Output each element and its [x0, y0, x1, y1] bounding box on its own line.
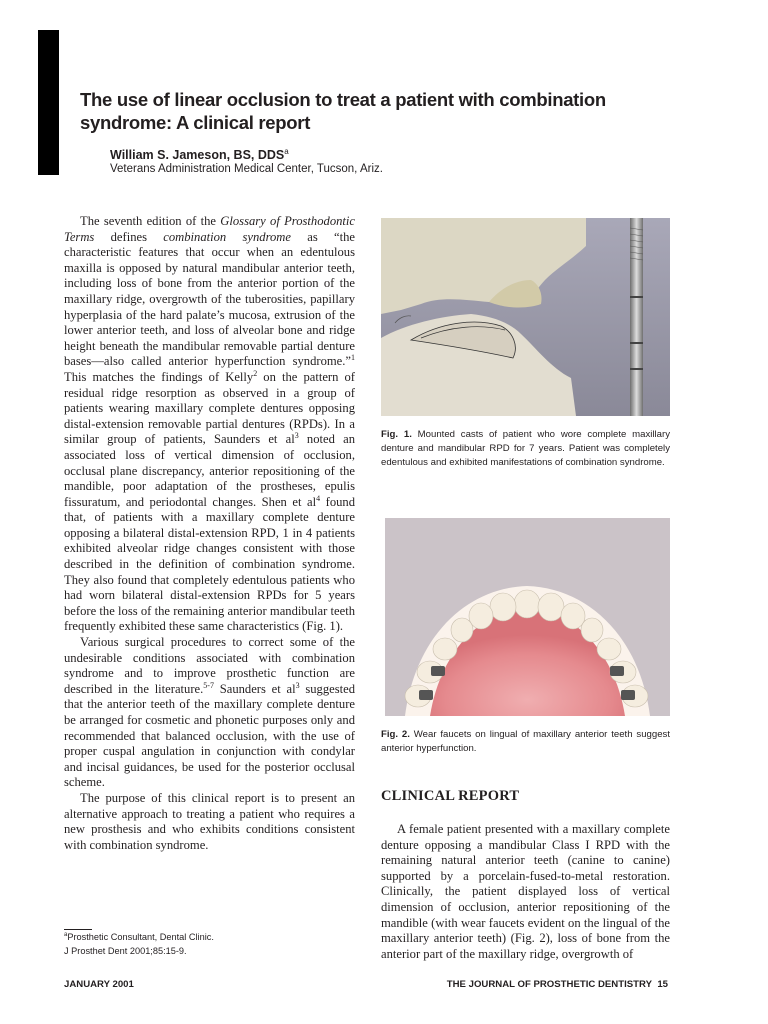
text-run: Saunders et al: [213, 681, 296, 696]
footer-date: JANUARY 2001: [64, 979, 134, 990]
figure-1-caption-text: Mounted casts of patient who wore complete maxillary denture and mandibular RPD for 7 years. Patient was completely edentulous and exhibited manifestations of combination syndrome.: [381, 429, 670, 469]
footnote-affiliation: [64, 932, 214, 942]
reference-superscript: 4: [316, 493, 321, 503]
denture-illustration: [385, 518, 670, 716]
footnote-rule: [64, 929, 92, 930]
figure-1-caption: [381, 428, 670, 471]
figure-2-denture-photo: [385, 518, 670, 716]
clinical-report-paragraph: A female patient presented with a maxillary complete denture opposing a mandibular Class I RPD with the remaining natural anterior teeth (canine to canine) supported by a porcelain-fused-to-metal restoration. Clinically, the patient displayed loss of vertical dimension of occlusion, anterior repositioning of the mandible (with wear faucets evident on the lingual of the maxillary anterior teeth) (Fig. 2), loss of bone from the anterior part of the maxillary ridge, overgrowth of: [381, 822, 670, 961]
page-number: 15: [657, 979, 668, 990]
footnote-citation: J Prosthet Dent 2001;85:15-9.: [64, 946, 187, 956]
clinical-report-column: [381, 822, 670, 962]
reference-superscript: 5-7: [203, 680, 214, 690]
italic-term: combination syndrome: [163, 229, 291, 244]
paragraph-2: [64, 635, 355, 791]
author-affiliation: Veterans Administration Medical Center, Tucson, Ariz.: [110, 163, 383, 175]
text-run: as “the characteristic features that occur when an edentulous maxilla is opposed by natural mandibular anterior teeth, including loss of bone from the anterior portion of the maxillary ridge, overgrowth of the tuberosities, papillary hyperplasia of the hard palate’s mucosa, extrusion of the lower anterior teeth, and loss of alveolar bone and ridge height beneath the mandibular removable partial denture bases—also called anterior hyperfunction syndrome.”: [64, 229, 355, 369]
article-title: The use of linear occlusion to treat a patient with combination syndrome: A clinical report: [80, 89, 606, 133]
figure-2-caption-text: Wear faucets on lingual of maxillary anterior teeth suggest anterior hyperfunction.: [381, 729, 671, 755]
text-run: found that, of patients with a maxillary complete denture opposing a bilateral distal-extension RPD, 1 in 4 patients exhibited alveolar ridge changes consistent with those described in the definition of combination syndrome. They also found that completely edentulous patients who had worn bilateral distal-extension RPDs for 5 years before the loss of the remaining anterior mandibular teeth frequently exhibited these same characteristics (Fig. 1).: [64, 494, 356, 634]
reference-superscript: 3: [294, 431, 299, 441]
figure-1-label: Fig. 1.: [381, 429, 412, 440]
footer-journal-name: THE JOURNAL OF PROSTHETIC DENTISTRY: [446, 979, 652, 990]
italic-term: Glossary of Prosthodontic Terms: [64, 214, 355, 244]
figure-1-mounted-casts-photo: [381, 218, 670, 416]
reference-superscript: 1: [351, 353, 355, 363]
reference-superscript: 3: [295, 680, 300, 690]
reference-superscript: 2: [253, 368, 258, 378]
journal-sidebar-bar: [38, 30, 59, 175]
footer-journal: [447, 979, 668, 990]
figure-2-label: Fig. 2.: [381, 729, 410, 740]
text-run: This matches the findings of Kelly: [64, 369, 254, 384]
author-line: [110, 147, 289, 162]
footnote-text: Prosthetic Consultant, Dental Clinic.: [67, 932, 214, 943]
author-marker: a: [284, 147, 289, 156]
author-name: William S. Jameson, BS, DDS: [110, 148, 285, 163]
paragraph-3: The purpose of this clinical report is to present an alternative approach to treating a patient who requires a new prosthesis and who exhibits conditions consistent with combination syndrome.: [64, 790, 355, 852]
text-run: The seventh edition of the: [80, 214, 221, 228]
section-heading-clinical-report: CLINICAL REPORT: [381, 788, 520, 804]
main-text-column: [64, 214, 355, 853]
text-run: suggested that the anterior teeth of the maxillary complete denture be arranged for cosmetic and phonetic purposes only and recommended that balanced occlusion, with the use of proper cuspal angulation in conjunction with condylar and incisal guidances, be used for the posterior occlusal scheme.: [64, 681, 355, 790]
paragraph-1: [64, 214, 355, 635]
text-run: Various surgical procedures to correct some of the undesirable conditions associated with combination syndrome and to improve prosthetic function are described in the literature.: [64, 635, 355, 696]
mounted-casts-illustration: [381, 218, 670, 416]
text-run: noted an associated loss of vertical dimension of occlusion, occlusal plane discrepancy, anterior repositioning of the mandible, poor adaptation of the prostheses, epulis fissuratum, and periodontal changes. Shen et al: [64, 432, 356, 509]
figure-2-caption: [381, 728, 670, 756]
text-run: defines: [94, 229, 164, 244]
footnote-marker: a: [64, 932, 68, 938]
text-run: on the pattern of residual ridge resorption as observed in a group of patients wearing maxillary complete dentures opposing distal-extension removable partial dentures (RPDs). In a similar group of patients, Saunders et al: [64, 369, 355, 447]
